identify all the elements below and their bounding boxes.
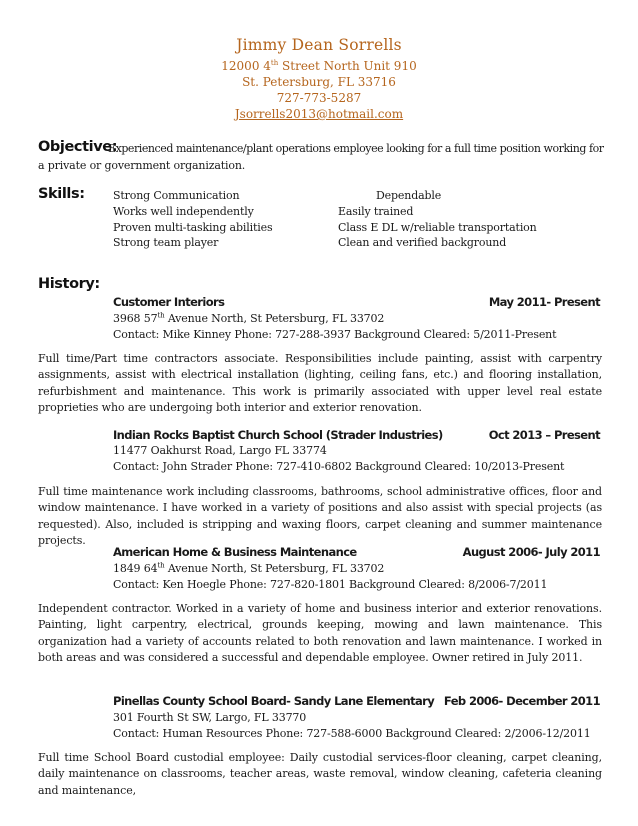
city-state-zip: St. Petersburg, FL 33716 bbox=[242, 75, 396, 89]
job-date: Feb 2006- December 2011 bbox=[443, 694, 600, 708]
job-description: Full time School Board custodial employee: Daily custodial services-floor cleaning, carpet cleaning, daily maintenance on classrooms, teacher areas, waste removal, window cleaning, cafeteria cleaning and maintenance, bbox=[38, 751, 602, 797]
job-title: Customer Interiors bbox=[113, 295, 225, 309]
job-description: Independent contractor. Worked in a variety of home and business interior and exterior renovations. Painting, light carpentry, electrical, grounds keeping, mowing and lawn maintenance. This organization had a variety of accounts related to both renovation and lawn maintenance. I worked in both areas and was considered a successful and dependable employee. Owner retired in July 2011. bbox=[38, 602, 602, 664]
skills-heading: Skills: bbox=[38, 186, 85, 202]
job-address: 11477 Oakhurst Road, Largo FL 33774 bbox=[113, 444, 327, 457]
job-address-number: 1849 64 bbox=[113, 562, 158, 575]
street-address bbox=[0, 59, 638, 73]
job-title: Indian Rocks Baptist Church School (Strader Industries) bbox=[113, 428, 443, 442]
job-contact: Contact: Ken Hoegle Phone: 727-820-1801 Background Cleared: 8/2006-7/2011 bbox=[113, 578, 548, 591]
skill-right-0: Dependable bbox=[376, 189, 442, 202]
skill-left-1: Works well independently bbox=[113, 205, 254, 218]
history-heading: History: bbox=[38, 276, 100, 292]
skill-left-3: Strong team player bbox=[113, 236, 219, 249]
objective-text-line1: Experienced maintenance/plant operations employee looking for a full time position working for bbox=[108, 142, 604, 155]
job-address-street: Avenue North, St Petersburg, FL 33702 bbox=[164, 312, 385, 325]
job-title: Pinellas County School Board- Sandy Lane Elementary bbox=[113, 694, 435, 708]
job-description: Full time maintenance work including classrooms, bathrooms, school administrative offices, floor and window maintenance. I have worked in a variety of positions and also assist with special projects (as requested). Also, included is stripping and waxing floors, carpet cleaning and summer maintenance projects. bbox=[38, 485, 602, 547]
job-contact: Contact: John Strader Phone: 727-410-6802 Background Cleared: 10/2013-Present bbox=[113, 460, 565, 473]
job-contact: Contact: Mike Kinney Phone: 727-288-3937 Background Cleared: 5/2011-Present bbox=[113, 328, 557, 341]
address-number: 12000 4 bbox=[221, 59, 271, 73]
skill-right-1: Easily trained bbox=[338, 205, 414, 218]
job-title: American Home & Business Maintenance bbox=[113, 545, 357, 559]
skill-left-0: Strong Communication bbox=[113, 189, 240, 202]
objective-text-line2: a private or government organization. bbox=[38, 159, 246, 172]
job-date: May 2011- Present bbox=[488, 295, 600, 309]
email-link[interactable]: Jsorrells2013@hotmail.com bbox=[234, 107, 404, 121]
skill-left-2: Proven multi-tasking abilities bbox=[113, 221, 273, 234]
skill-right-2: Class E DL w/reliable transportation bbox=[338, 221, 537, 234]
job-address-number: 3968 57 bbox=[113, 312, 158, 325]
job-description: Full time/Part time contractors associate. Responsibilities include painting, assist with carpentry assignments, assist with electrical installation (lighting, ceiling fans, etc.) and flooring installation, refurbishment and maintenance. This work is primarily associated with upper level real estate proprieties who are undergoing both interior and exterior renovation. bbox=[38, 352, 602, 414]
candidate-name: Jimmy Dean Sorrells bbox=[236, 36, 402, 54]
address-street: Street North Unit 910 bbox=[278, 59, 417, 73]
job-address: 301 Fourth St SW, Largo, FL 33770 bbox=[113, 711, 307, 724]
job-address-street: Avenue North, St Petersburg, FL 33702 bbox=[164, 562, 385, 575]
job-contact: Contact: Human Resources Phone: 727-588-6000 Background Cleared: 2/2006-12/2011 bbox=[113, 727, 591, 740]
address-ordinal: th bbox=[270, 59, 279, 67]
job-date: August 2006- July 2011 bbox=[462, 545, 600, 559]
job-date: Oct 2013 – Present bbox=[488, 428, 600, 442]
job-address bbox=[113, 562, 384, 575]
job-address-ordinal: th bbox=[157, 311, 165, 320]
objective-heading: Objective: bbox=[38, 139, 118, 155]
job-address bbox=[113, 312, 384, 325]
skill-right-3: Clean and verified background bbox=[338, 236, 507, 249]
job-address-ordinal: th bbox=[157, 561, 165, 570]
phone-number: 727-773-5287 bbox=[276, 91, 362, 105]
